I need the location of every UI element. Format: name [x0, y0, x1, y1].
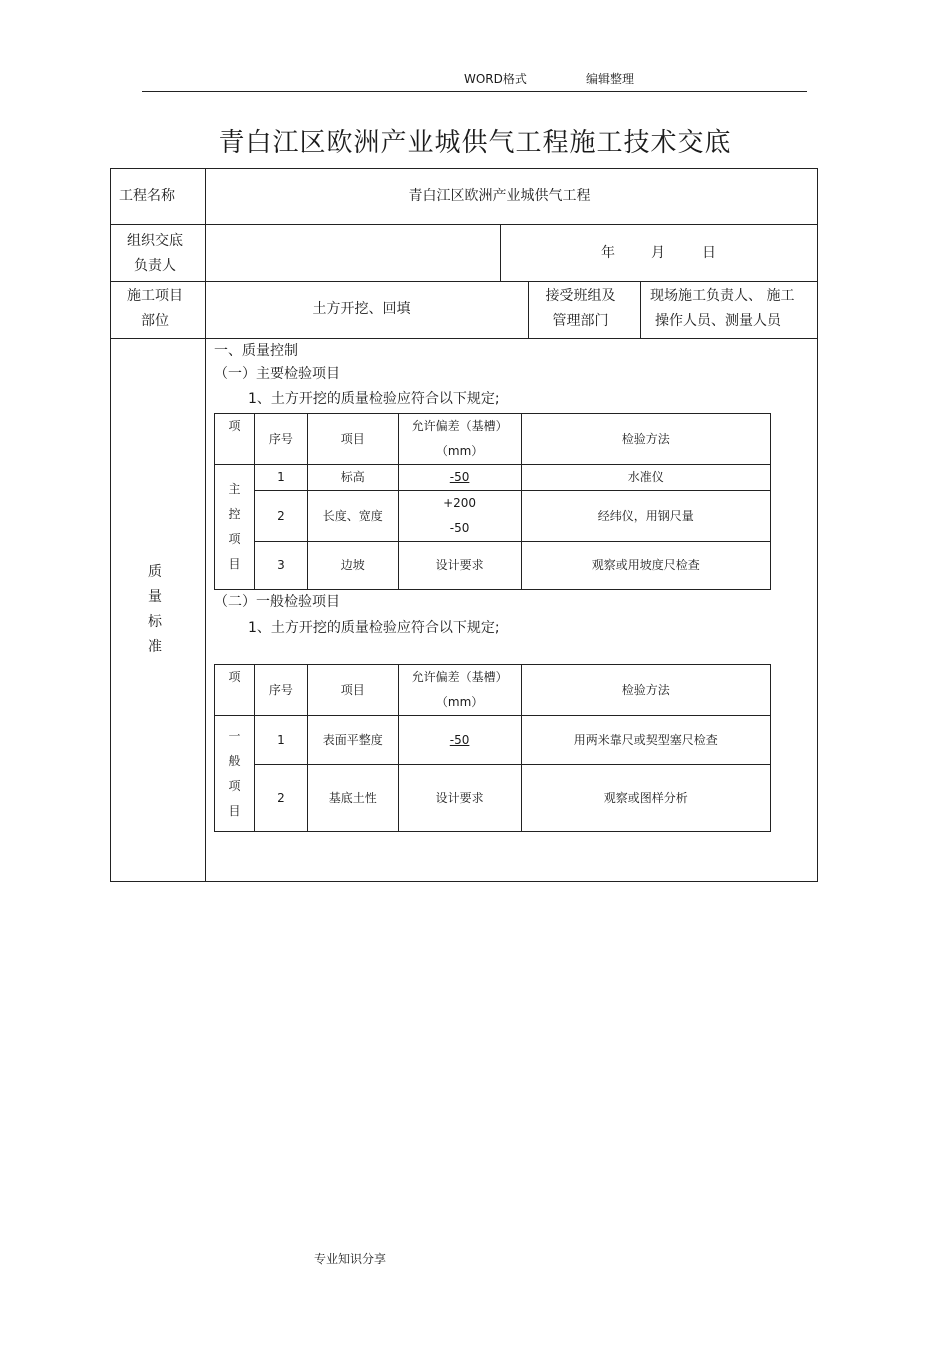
- table-row: [215, 716, 771, 765]
- footer-text: 专业知识分享: [314, 1252, 387, 1266]
- location-label-line2: 部位: [141, 313, 169, 329]
- row-item: 表面平整度: [307, 716, 398, 765]
- row-method: 观察或用坡度尺检查: [521, 542, 771, 590]
- date-day: 日: [702, 245, 716, 261]
- table-row: [215, 491, 771, 542]
- quality-label-char-1: 质: [148, 564, 162, 580]
- quality-label-char-3: 标: [148, 614, 162, 630]
- row-item: 标高: [307, 465, 398, 491]
- row-seq: 3: [254, 542, 307, 590]
- quality-label-char-2: 量: [148, 589, 162, 605]
- header-method: 检验方法: [521, 414, 771, 465]
- header-category: 项: [215, 414, 255, 465]
- header-category: 项: [215, 665, 255, 716]
- header-tolerance: [398, 414, 521, 465]
- header-tolerance: [398, 665, 521, 716]
- team-value-line1: 现场施工负责人、 施工: [650, 288, 795, 304]
- row-tolerance: 设计要求: [398, 542, 521, 590]
- table-row: [215, 465, 771, 491]
- row-method: 经纬仪，用钢尺量: [521, 491, 771, 542]
- row-tolerance: -50: [398, 716, 521, 765]
- organizer-label-line1: 组织交底: [127, 233, 183, 249]
- row-seq: 1: [254, 465, 307, 491]
- row-method: 用两米靠尺或契型塞尺检查: [521, 716, 771, 765]
- table-header-row: [215, 665, 771, 716]
- category-cell: [215, 716, 255, 832]
- category-char: 主: [228, 482, 241, 496]
- header-item: 项目: [307, 414, 398, 465]
- header-left-text: WORD格式: [464, 72, 527, 86]
- row-tolerance: [398, 491, 521, 542]
- location-label-line1: 施工项目: [127, 288, 183, 304]
- general-inspection-table: [214, 664, 771, 832]
- row-seq: 1: [254, 716, 307, 765]
- rule-general: 1、土方开挖的质量检验应符合以下规定;: [248, 620, 500, 636]
- team-value-line2: 操作人员、测量人员: [655, 313, 781, 329]
- row-tolerance: -50: [398, 465, 521, 491]
- header-method: 检验方法: [521, 665, 771, 716]
- category-char: 目: [228, 803, 241, 818]
- section-heading: 一、质量控制: [214, 343, 298, 359]
- row-tolerance-line2: -50: [449, 521, 470, 535]
- organizer-label-line2: 负责人: [134, 258, 176, 274]
- header-tolerance-line2: （mm）: [435, 444, 484, 458]
- category-char: 般: [228, 753, 241, 768]
- quality-label-char-4: 准: [148, 639, 162, 655]
- subsection-general: （二）一般检验项目: [214, 594, 340, 610]
- document-title: 青白江区欧洲产业城供气工程施工技术交底: [218, 128, 732, 158]
- header-divider: [142, 91, 807, 92]
- project-name-label: 工程名称: [119, 188, 175, 204]
- row-seq: 2: [254, 491, 307, 542]
- header-seq: 序号: [254, 665, 307, 716]
- row-tolerance: 设计要求: [398, 765, 521, 832]
- team-label-line2: 管理部门: [552, 313, 609, 329]
- header-tolerance-line1: 允许偏差（基槽）: [411, 670, 508, 684]
- row-item: 基底土性: [307, 765, 398, 832]
- location-value: 土方开挖、回填: [312, 301, 411, 317]
- header-right-text: 编辑整理: [586, 72, 635, 86]
- header-tolerance-line1: 允许偏差（基槽）: [411, 419, 508, 433]
- category-char: 项: [228, 532, 241, 546]
- subsection-main: （一）主要检验项目: [214, 366, 340, 382]
- row-seq: 2: [254, 765, 307, 832]
- category-char: 一: [228, 728, 241, 743]
- category-char: 控: [228, 507, 241, 521]
- project-name-value: 青白江区欧洲产业城供气工程: [408, 188, 591, 204]
- category-cell: [215, 465, 255, 590]
- team-label-line1: 接受班组及: [545, 288, 616, 304]
- header-item: 项目: [307, 665, 398, 716]
- main-inspection-table: [214, 413, 771, 590]
- row-item: 边坡: [307, 542, 398, 590]
- rule-main: 1、土方开挖的质量检验应符合以下规定;: [248, 391, 500, 407]
- header-seq: 序号: [254, 414, 307, 465]
- row-method: 水准仪: [521, 465, 771, 491]
- row-item: 长度、宽度: [307, 491, 398, 542]
- date-year: 年: [601, 245, 615, 261]
- row-method: 观察或图样分析: [521, 765, 771, 832]
- table-header-row: [215, 414, 771, 465]
- date-month: 月: [651, 245, 665, 261]
- table-row: [215, 765, 771, 832]
- row-tolerance-line1: +200: [443, 496, 477, 510]
- category-char: 目: [228, 557, 241, 571]
- table-row: [215, 542, 771, 590]
- header-tolerance-line2: （mm）: [435, 695, 484, 709]
- category-char: 项: [228, 778, 241, 793]
- cell-organizer-value: [205, 224, 501, 282]
